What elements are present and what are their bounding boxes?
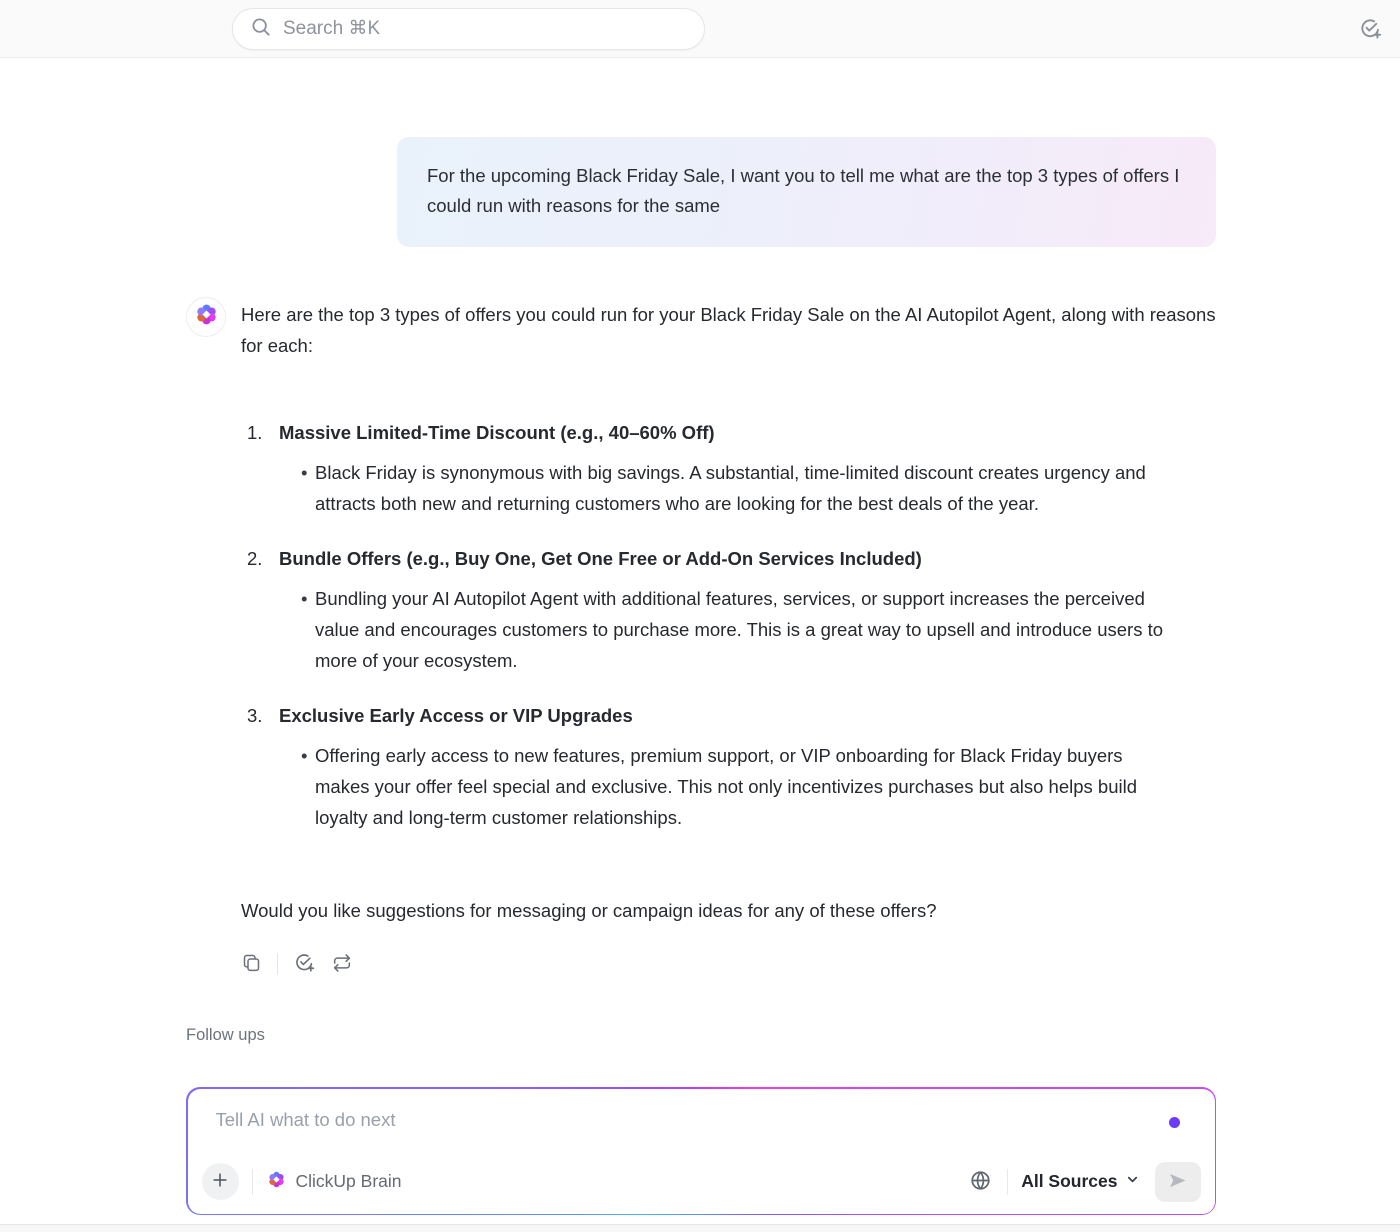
chevron-down-icon [1125,1171,1140,1192]
offer-title: Bundle Offers (e.g., Buy One, Get One Free or Add-On Services Included) [279,548,922,569]
list-item [241,700,1216,833]
response-closing-question: Would you like suggestions for messaging or campaign ideas for any of these offers? [241,900,937,921]
assistant-message [186,297,1216,976]
offer-heading [241,700,1216,731]
globe-icon [969,1169,992,1195]
search-input[interactable] [283,18,687,40]
copy-icon [241,952,262,976]
list-number: 3. [247,705,263,726]
divider [277,953,278,975]
regenerate-icon [331,952,353,977]
divider [252,1169,253,1195]
divider [1007,1169,1008,1195]
offer-heading [241,417,1216,448]
offer-reason: • Offering early access to new features, premium support, or VIP onboarding for Black Friday buyers makes your offer feel special and exclusive. This not only incentivizes purchases but also helps build loyalty and long-term customer relationships. [241,740,1178,833]
new-chat-button[interactable] [1356,16,1384,44]
list-number: 1. [247,422,263,443]
user-message-bubble [397,137,1216,247]
web-search-button[interactable] [967,1169,994,1195]
composer-input[interactable] [216,1109,1086,1131]
sources-label: All Sources [1021,1171,1118,1191]
response-intro: Here are the top 3 types of offers you could run for your Black Friday Sale on the AI Autopilot Agent, along with reasons for each: [241,304,1216,356]
search-bar[interactable] [232,8,705,50]
ai-cursor-dot [1169,1117,1180,1128]
send-button[interactable] [1155,1162,1201,1202]
clickup-brain-flower-icon [193,301,220,333]
new-chat-check-plus-icon [1358,16,1383,44]
followups-label: Follow ups [186,1026,265,1044]
assistant-message-body [241,297,1216,976]
brain-label: ClickUp Brain [295,1171,402,1191]
assistant-avatar [186,297,226,337]
create-task-check-plus-icon [293,951,316,977]
offer-title: Exclusive Early Access or VIP Upgrades [279,705,633,726]
regenerate-button[interactable] [331,952,353,977]
message-actions [241,952,1216,976]
composer-toolbar [202,1161,1201,1203]
copy-button[interactable] [241,952,262,976]
user-message-text: For the upcoming Black Friday Sale, I want you to tell me what are the top 3 types of offers I could run with reasons for the same [427,165,1180,216]
offer-heading [241,543,1216,574]
chat-thread [0,58,1400,1224]
list-number: 2. [247,548,263,569]
bottom-panel-edge [0,1224,1400,1232]
top-bar [0,0,1400,58]
create-task-button[interactable] [293,951,316,977]
clickup-brain-flower-icon [266,1169,287,1195]
composer-gradient-border [186,1087,1216,1215]
search-icon [250,16,272,43]
plus-icon [210,1170,230,1193]
composer[interactable] [188,1089,1215,1214]
offer-reason: • Black Friday is synonymous with big savings. A substantial, time-limited discount creates urgency and attracts both new and returning customers who are looking for the best deals of the year. [241,457,1178,519]
brain-model-selector[interactable] [266,1169,402,1195]
sources-dropdown[interactable] [1021,1171,1139,1192]
offer-title: Massive Limited-Time Discount (e.g., 40–60% Off) [279,422,715,443]
send-plane-icon [1167,1170,1188,1194]
offer-reason: • Bundling your AI Autopilot Agent with additional features, services, or support increases the perceived value and encourages customers to purchase more. This is a great way to upsell and introduce users to more of your ecosystem. [241,583,1178,676]
list-item [241,543,1216,676]
list-item [241,417,1216,519]
attach-button[interactable] [202,1163,239,1200]
